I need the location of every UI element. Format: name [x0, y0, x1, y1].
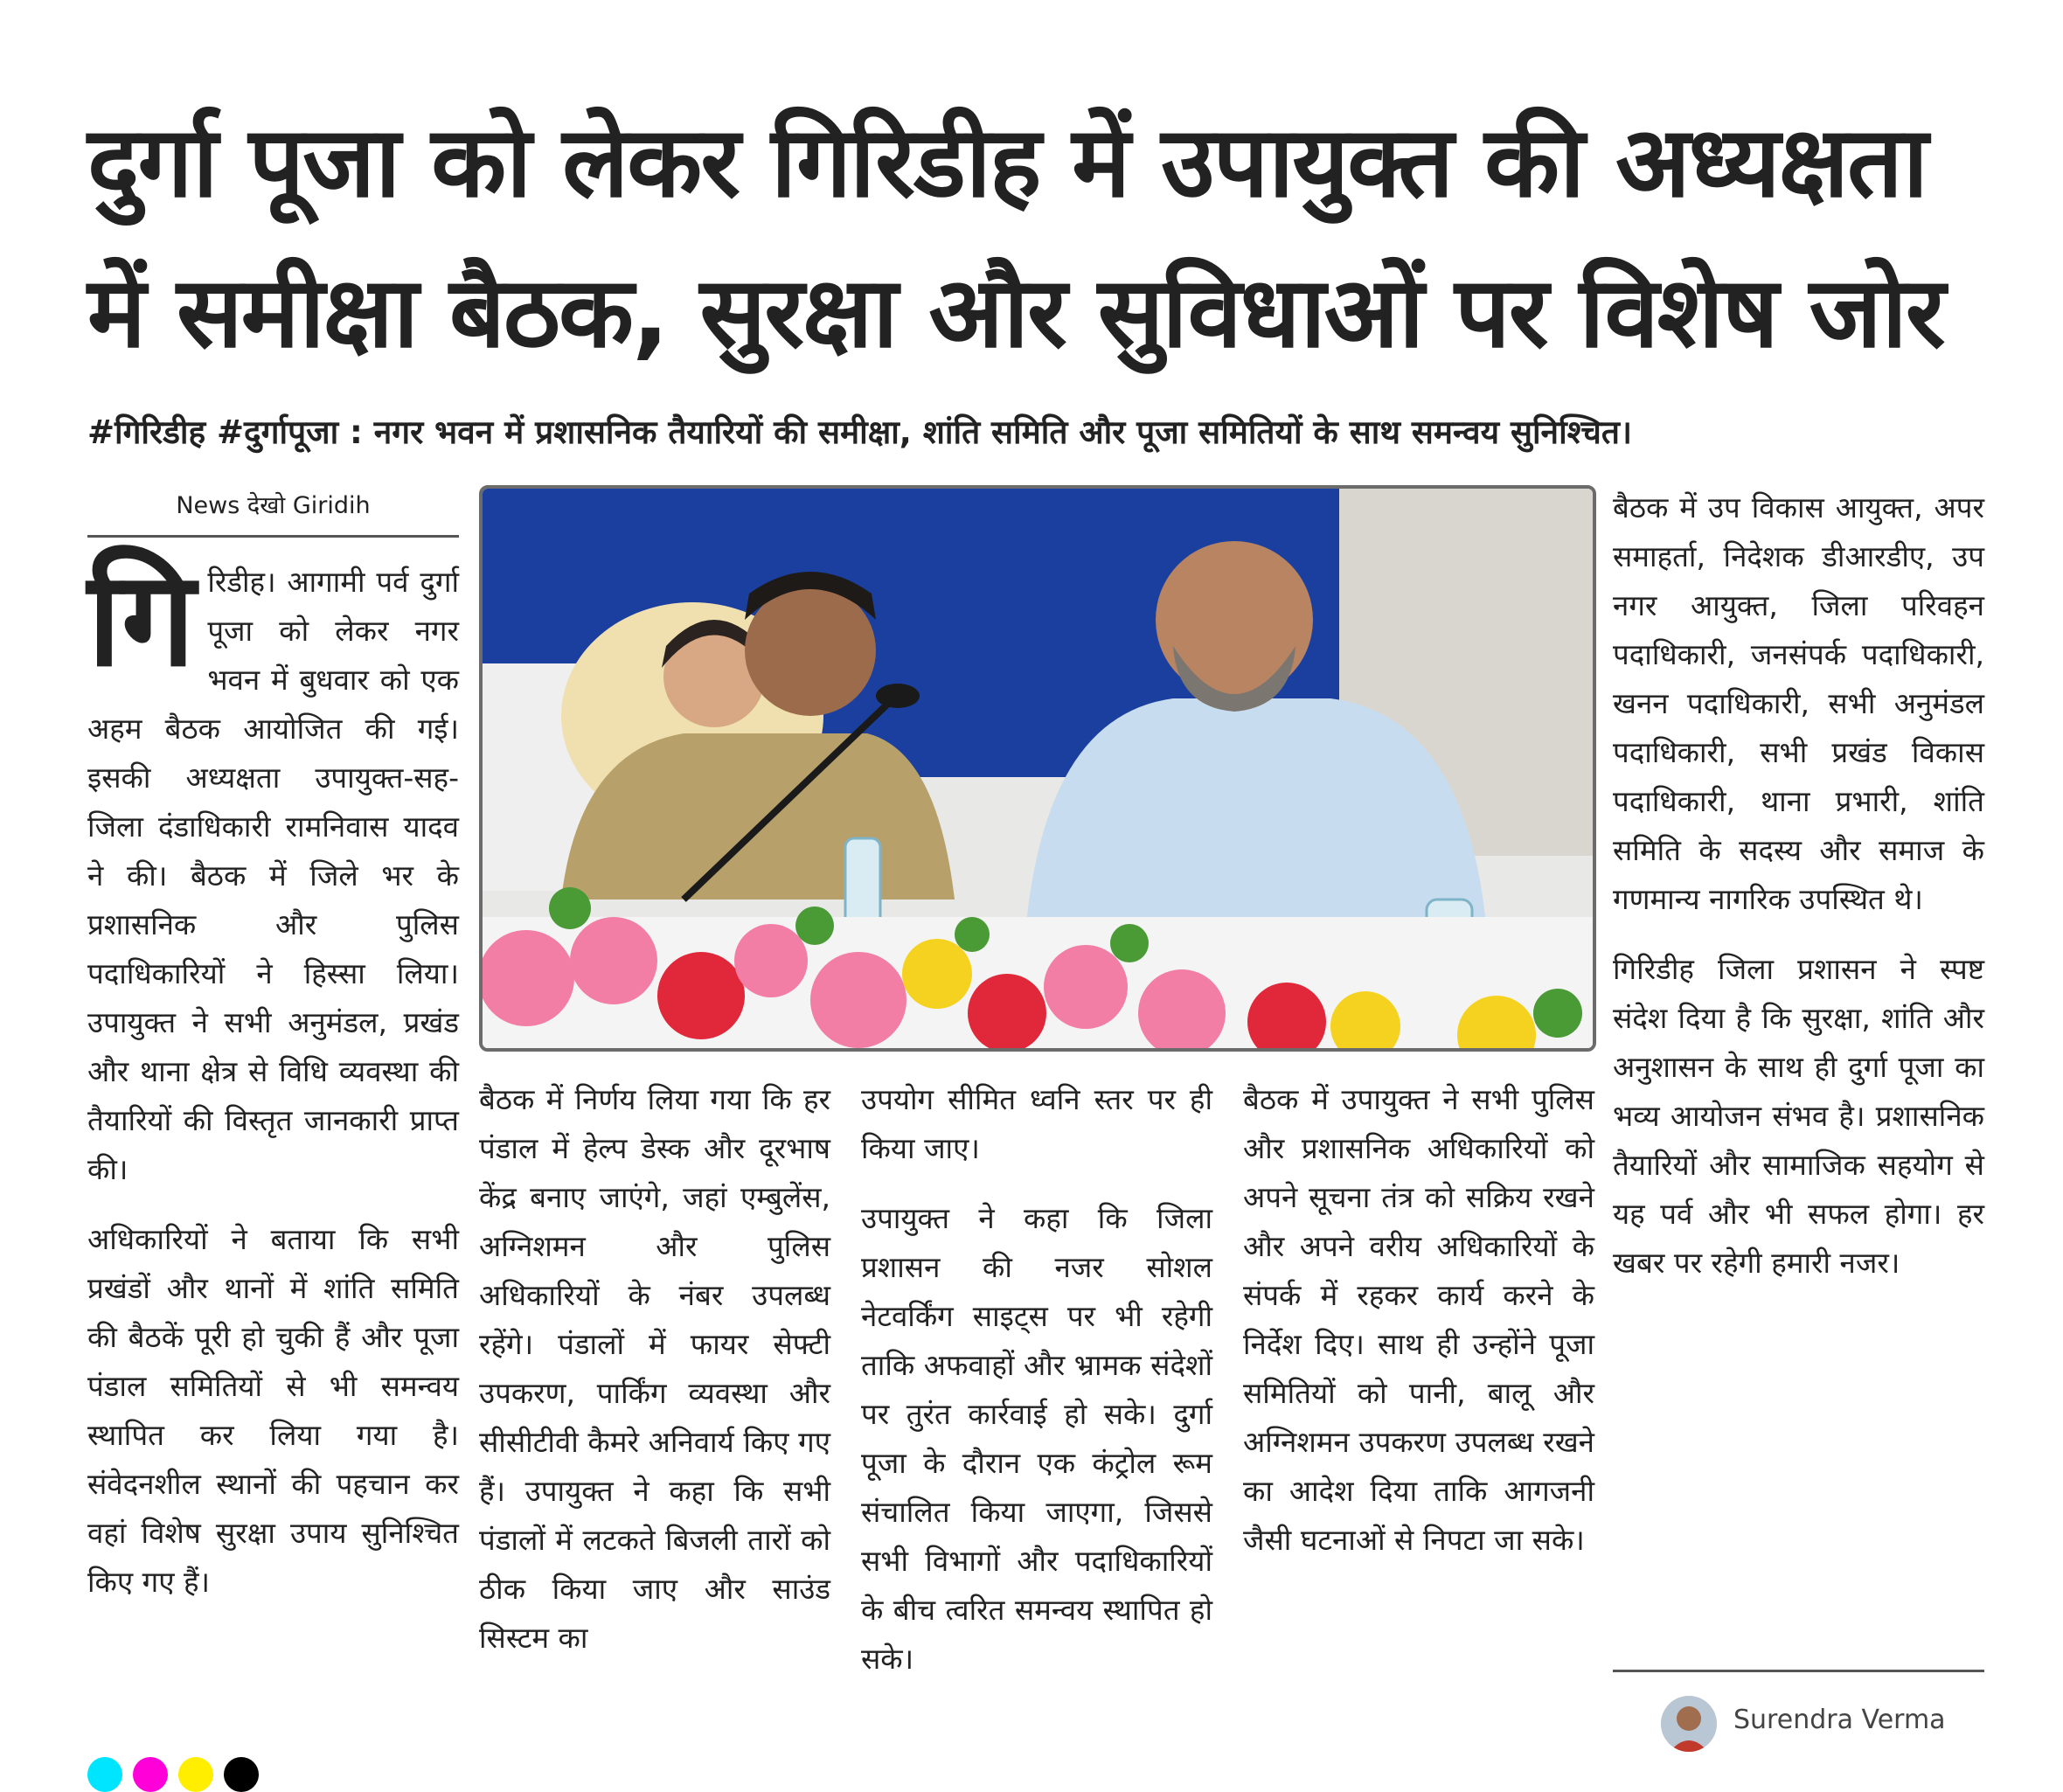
flower — [483, 930, 574, 1026]
officer-head — [745, 585, 876, 716]
article-column-1 — [87, 544, 459, 1628]
leaf — [549, 887, 591, 929]
flower — [1044, 945, 1128, 1029]
flower — [570, 917, 657, 1004]
author-divider — [1613, 1670, 1984, 1672]
paragraph: बैठक में निर्णय लिया गया कि हर पंडाल में हेल्प डेस्क और दूरभाष केंद्र बनाए जाएंगे, जहां एम्बुलेंस, अग्निशमन और पुलिस अधिकारियों के नंबर उपलब्ध रहेंगे। पंडालों में फायर सेफ्टी उपकरण, पार्किंग व्यवस्था और सीसीटीवी कैमरे अनिवार्य किए गए हैं। उपायुक्त ने कहा कि सभी पंडालों में लटकते बिजली तारों को ठीक किया जाए और साउंड सिस्टम का — [479, 1082, 830, 1655]
flower — [810, 952, 906, 1048]
article-column-4 — [1243, 1075, 1594, 1586]
flower — [657, 952, 745, 1039]
byline: News देखो Giridih — [176, 492, 371, 519]
drop-cap: गि — [87, 544, 196, 696]
paragraph: उपायुक्त ने कहा कि जिला प्रशासन की नजर सोशल नेटवर्किंग साइट्स पर भी रहेगी ताकि अफवाहों और भ्रामक संदेशों पर तुरंत कार्रवाई हो सके। दुर्गा पूजा के दौरान एक कंट्रोल रूम संचालित किया जाएगा, जिससे सभी विभागों और पदाधिकारियों के बीच त्वरित समन्वय स्थापित हो सके। — [861, 1201, 1212, 1676]
lead-paragraph — [87, 544, 459, 1194]
yellow-dot-icon — [178, 1757, 213, 1792]
black-dot-icon — [224, 1757, 259, 1792]
article-column-5 — [1613, 483, 1984, 1309]
meeting-photo-illustration — [483, 489, 1593, 1048]
byline-divider — [87, 535, 459, 538]
leaf — [795, 906, 834, 945]
lead-paragraph-text: रिडीह। आगामी पर्व दुर्गा पूजा को लेकर नगर भवन में बुधवार को एक अहम बैठक आयोजित की गई। इसकी अध्यक्षता उपायुक्त-सह-जिला दंडाधिकारी रामनिवास यादव ने की। बैठक में जिले भर के प्रशासनिक और पुलिस पदाधिकारियों ने हिस्सा लिया। उपायुक्त ने सभी अनुमंडल, प्रखंड और थाना क्षेत्र से विधि व्यवस्था की तैयारियों की विस्तृत जानकारी प्राप्त की। — [87, 565, 459, 1186]
paragraph: अधिकारियों ने बताया कि सभी प्रखंडों और थानों में शांति समिति की बैठकें पूरी हो चुकी हैं और पूजा पंडाल समितियों से भी समन्वय स्थापित कर लिया गया है। संवेदनशील स्थानों की पहचान कर वहां विशेष सुरक्षा उपाय सुनिश्चित किए गए हैं। — [87, 1222, 459, 1599]
flower — [902, 939, 972, 1009]
subheadline: #गिरिडीह #दुर्गापूजा : नगर भवन में प्रशासनिक तैयारियों की समीक्षा, शांति समिति और पूजा समितियों के साथ समन्वय सुनिश्चित। — [87, 413, 1633, 451]
author-name: Surendra Verma — [1733, 1705, 1946, 1735]
avatar-head — [1677, 1706, 1701, 1731]
paragraph: बैठक में उपायुक्त ने सभी पुलिस और प्रशासनिक अधिकारियों को अपने सूचना तंत्र को सक्रिय रखने और अपने वरीय अधिकारियों के संपर्क में रहकर कार्य करने के निर्देश दिए। साथ ही उन्होंने पूजा समितियों को पानी, बालू और अग्निशमन उपकरण उपलब्ध रखने का आदेश दिया ताकि आगजनी जैसी घटनाओं से निपटा जा सके। — [1243, 1082, 1594, 1557]
flower — [734, 924, 808, 997]
cyan-dot-icon — [87, 1757, 122, 1792]
article-column-3 — [861, 1075, 1212, 1705]
article-column-2 — [479, 1075, 830, 1684]
leaf — [1110, 924, 1149, 962]
speaker-head — [1156, 541, 1313, 698]
leaf — [1533, 989, 1582, 1038]
avatar-illustration — [1661, 1696, 1717, 1752]
paragraph: उपयोग सीमित ध्वनि स्तर पर ही किया जाए। — [861, 1082, 1212, 1165]
paragraph: बैठक में उप विकास आयुक्त, अपर समाहर्ता, निदेशक डीआरडीए, उप नगर आयुक्त, जिला परिवहन पदाधिकारी, जनसंपर्क पदाधिकारी, खनन पदाधिकारी, सभी अनुमंडल पदाधिकारी, सभी प्रखंड विकास पदाधिकारी, थाना प्रभारी, शांति समिति के सदस्य और समाज के गणमान्य नागरिक उपस्थित थे। — [1613, 490, 1984, 916]
microphone-icon — [876, 684, 920, 708]
leaf — [955, 917, 990, 952]
magenta-dot-icon — [133, 1757, 168, 1792]
paragraph: गिरिडीह जिला प्रशासन ने स्पष्ट संदेश दिया है कि सुरक्षा, शांति और अनुशासन के साथ ही दुर्गा पूजा का भव्य आयोजन संभव है। प्रशासनिक तैयारियों और सामाजिक सहयोग से यह पर्व और भी सफल होगा। हर खबर पर रहेगी हमारी नजर। — [1613, 952, 1984, 1280]
headline: दुर्गा पूजा को लेकर गिरिडीह में उपायुक्त की अध्यक्षता में समीक्षा बैठक, सुरक्षा और सुविधाओं पर विशेष जोर — [87, 106, 1944, 370]
meeting-photo — [479, 485, 1596, 1052]
avatar-icon — [1661, 1696, 1717, 1752]
